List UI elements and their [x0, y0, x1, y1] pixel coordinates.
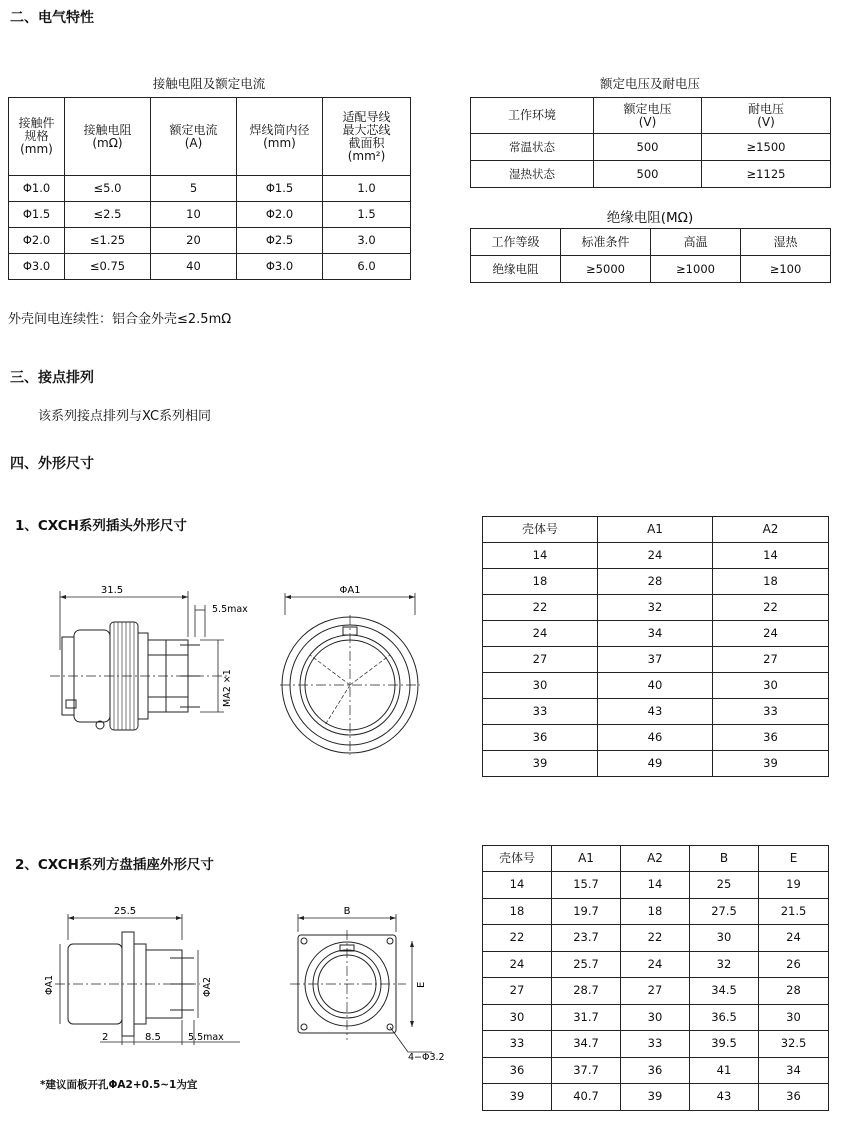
- table-cell: 39.5: [690, 1031, 759, 1058]
- table-cell: 18: [621, 898, 690, 925]
- table-header-cell: 接触电阻 (mΩ): [65, 98, 151, 176]
- contact-arrangement-text: 该系列接点排列与XC系列相同: [38, 409, 212, 424]
- table-row: [9, 228, 411, 254]
- table-row: [483, 699, 829, 725]
- table-cell: Φ2.5: [237, 228, 323, 254]
- section-title-contact-arrangement: 三、接点排列: [10, 370, 94, 386]
- table-cell: Φ1.5: [237, 176, 323, 202]
- table-cell: 5: [151, 176, 237, 202]
- table-cell: 湿热状态: [471, 161, 594, 188]
- table-cell: 24: [759, 925, 829, 952]
- table-header-cell: 壳体号: [483, 846, 552, 872]
- table-cell: Φ2.0: [9, 228, 65, 254]
- table-row: [471, 134, 831, 161]
- table-header-row: [483, 846, 829, 872]
- table-cell: 30: [713, 673, 829, 699]
- table-cell: ≤2.5: [65, 202, 151, 228]
- table-header-cell: 高温: [651, 229, 741, 256]
- table-cell: ≥1000: [651, 256, 741, 283]
- table-cell: ≤1.25: [65, 228, 151, 254]
- table-cell: 36: [713, 725, 829, 751]
- table-cell: Φ2.0: [237, 202, 323, 228]
- table-cell: 14: [621, 872, 690, 899]
- table-cell: 30: [483, 1004, 552, 1031]
- table-cell: 49: [598, 751, 713, 777]
- table-header-cell: 工作等级: [471, 229, 561, 256]
- table-header-cell: A1: [598, 517, 713, 543]
- table-cell: 39: [483, 1084, 552, 1111]
- table-cell: 24: [713, 621, 829, 647]
- table-row: [9, 176, 411, 202]
- table-cell: 23.7: [552, 925, 621, 952]
- table-cell: 28.7: [552, 978, 621, 1005]
- socket-dim-8-5: 8.5: [145, 1032, 161, 1043]
- table-cell: 33: [713, 699, 829, 725]
- table-cell: 34.5: [690, 978, 759, 1005]
- table-cell: 20: [151, 228, 237, 254]
- table-cell: 21.5: [759, 898, 829, 925]
- socket-drawing: [40, 900, 460, 1075]
- table-cell: 27: [483, 647, 598, 673]
- table-cell: 18: [713, 569, 829, 595]
- table-cell: 3.0: [323, 228, 411, 254]
- table-cell: 41: [690, 1057, 759, 1084]
- table-cell: 24: [483, 951, 552, 978]
- insulation-table: [470, 228, 831, 283]
- table-cell: 34: [598, 621, 713, 647]
- table-cell: 22: [483, 925, 552, 952]
- table-cell: ≤5.0: [65, 176, 151, 202]
- table-cell: 6.0: [323, 254, 411, 280]
- table-cell: 绝缘电阻: [471, 256, 561, 283]
- table-cell: 39: [483, 751, 598, 777]
- socket-dim-max: 5.5max: [188, 1032, 224, 1043]
- table-cell: 36: [483, 725, 598, 751]
- table-cell: 37: [598, 647, 713, 673]
- table-header-row: [471, 98, 831, 134]
- table-header-row: [483, 517, 829, 543]
- table-row: [483, 872, 829, 899]
- table-header-cell: 焊线筒内径 (mm): [237, 98, 323, 176]
- table-cell: 1.0: [323, 176, 411, 202]
- table-cell: 46: [598, 725, 713, 751]
- table-cell: 43: [598, 699, 713, 725]
- table-header-cell: 壳体号: [483, 517, 598, 543]
- table-cell: 34: [759, 1057, 829, 1084]
- plug-dim-ma2: MA2 ×1: [222, 669, 233, 707]
- table-cell: 常温状态: [471, 134, 594, 161]
- insulation-table-caption: 绝缘电阻(MΩ): [606, 210, 694, 226]
- plug-dim-length: 31.5: [100, 585, 124, 596]
- socket-dim-phi-a2: ΦA2: [202, 976, 213, 997]
- table-row: [483, 978, 829, 1005]
- table-cell: 24: [483, 621, 598, 647]
- table-row: [471, 256, 831, 283]
- table-cell: 22: [713, 595, 829, 621]
- table-cell: 28: [759, 978, 829, 1005]
- table-cell: 39: [621, 1084, 690, 1111]
- table-cell: 40: [151, 254, 237, 280]
- contact-resistance-table: [8, 97, 411, 280]
- table-cell: 27: [483, 978, 552, 1005]
- plug-dimension-table: [482, 516, 829, 777]
- table-row: [9, 254, 411, 280]
- table-cell: 27: [713, 647, 829, 673]
- table-cell: 36: [483, 1057, 552, 1084]
- socket-outline-title: 2、CXCH系列方盘插座外形尺寸: [15, 857, 214, 873]
- table-cell: 43: [690, 1084, 759, 1111]
- table-cell: 19: [759, 872, 829, 899]
- table-cell: Φ3.0: [237, 254, 323, 280]
- table-header-cell: A2: [713, 517, 829, 543]
- table-row: [483, 569, 829, 595]
- table-header-cell: A1: [552, 846, 621, 872]
- table-cell: 14: [483, 872, 552, 899]
- table-cell: 24: [621, 951, 690, 978]
- table-cell: 18: [483, 569, 598, 595]
- shell-continuity-text: 外壳间电连续性：铝合金外壳≤2.5mΩ: [8, 312, 232, 327]
- table-cell: 26: [759, 951, 829, 978]
- table-cell: 14: [483, 543, 598, 569]
- table-cell: 25.7: [552, 951, 621, 978]
- table-cell: Φ3.0: [9, 254, 65, 280]
- table-cell: ≥100: [741, 256, 831, 283]
- table-header-cell: 额定电压 (V): [594, 98, 702, 134]
- table-cell: 1.5: [323, 202, 411, 228]
- table-cell: 40: [598, 673, 713, 699]
- voltage-table: [470, 97, 831, 188]
- table-header-row: [471, 229, 831, 256]
- table-cell: 39: [713, 751, 829, 777]
- table-row: [483, 1031, 829, 1058]
- section-title-electrical: 二、电气特性: [10, 10, 94, 26]
- table-cell: 27: [621, 978, 690, 1005]
- socket-dim-length: 25.5: [113, 906, 137, 917]
- table-cell: 30: [483, 673, 598, 699]
- table-header-cell: 接触件 规格 (mm): [9, 98, 65, 176]
- table-row: [483, 1004, 829, 1031]
- table-cell: 14: [713, 543, 829, 569]
- table-cell: Φ1.5: [9, 202, 65, 228]
- table-cell: 15.7: [552, 872, 621, 899]
- table-cell: 28: [598, 569, 713, 595]
- table-cell: 24: [598, 543, 713, 569]
- contact-table-caption: 接触电阻及额定电流: [152, 76, 266, 91]
- table-cell: ≥1500: [702, 134, 831, 161]
- table-row: [483, 1084, 829, 1111]
- table-row: [483, 751, 829, 777]
- table-cell: 33: [483, 1031, 552, 1058]
- table-cell: 22: [621, 925, 690, 952]
- socket-dim-holes: 4−Φ3.2: [408, 1052, 445, 1063]
- table-cell: 27.5: [690, 898, 759, 925]
- table-row: [483, 951, 829, 978]
- table-cell: 36.5: [690, 1004, 759, 1031]
- table-row: [471, 161, 831, 188]
- table-header-cell: 适配导线 最大芯线 截面积 (mm²): [323, 98, 411, 176]
- table-cell: 32.5: [759, 1031, 829, 1058]
- table-cell: 32: [598, 595, 713, 621]
- table-cell: 40.7: [552, 1084, 621, 1111]
- table-cell: ≤0.75: [65, 254, 151, 280]
- table-row: [483, 898, 829, 925]
- table-cell: 36: [759, 1084, 829, 1111]
- plug-dim-phi-a1: ΦA1: [339, 585, 361, 596]
- table-header-row: [9, 98, 411, 176]
- table-row: [9, 202, 411, 228]
- table-cell: 25: [690, 872, 759, 899]
- section-title-outline: 四、外形尺寸: [10, 456, 94, 472]
- table-cell: 33: [621, 1031, 690, 1058]
- table-header-cell: 工作环境: [471, 98, 594, 134]
- table-cell: 22: [483, 595, 598, 621]
- table-cell: 31.7: [552, 1004, 621, 1031]
- table-header-cell: A2: [621, 846, 690, 872]
- socket-dim-phi-a1: ΦA1: [44, 974, 55, 995]
- voltage-table-caption: 额定电压及耐电压: [599, 76, 700, 91]
- plug-drawing: [40, 575, 440, 765]
- table-header-cell: 耐电压 (V): [702, 98, 831, 134]
- socket-dimension-table: [482, 845, 829, 1111]
- socket-note: *建议面板开孔ΦA2+0.5~1为宜: [40, 1079, 198, 1091]
- table-cell: 30: [759, 1004, 829, 1031]
- table-row: [483, 925, 829, 952]
- table-row: [483, 673, 829, 699]
- table-cell: 36: [621, 1057, 690, 1084]
- table-header-cell: E: [759, 846, 829, 872]
- table-cell: Φ1.0: [9, 176, 65, 202]
- table-cell: 33: [483, 699, 598, 725]
- table-row: [483, 543, 829, 569]
- table-cell: 37.7: [552, 1057, 621, 1084]
- table-cell: 500: [594, 161, 702, 188]
- table-cell: 32: [690, 951, 759, 978]
- table-cell: 34.7: [552, 1031, 621, 1058]
- table-header-cell: 标准条件: [561, 229, 651, 256]
- table-header-cell: 湿热: [741, 229, 831, 256]
- table-cell: ≥5000: [561, 256, 651, 283]
- table-header-cell: 额定电流 (A): [151, 98, 237, 176]
- table-row: [483, 725, 829, 751]
- table-cell: 18: [483, 898, 552, 925]
- table-row: [483, 595, 829, 621]
- table-header-cell: B: [690, 846, 759, 872]
- table-cell: 19.7: [552, 898, 621, 925]
- socket-dim-b: B: [343, 906, 351, 917]
- table-cell: 30: [690, 925, 759, 952]
- socket-dim-e: E: [416, 981, 427, 988]
- table-cell: 10: [151, 202, 237, 228]
- table-row: [483, 647, 829, 673]
- table-row: [483, 1057, 829, 1084]
- table-cell: 500: [594, 134, 702, 161]
- plug-dim-max: 5.5max: [212, 604, 248, 615]
- table-row: [483, 621, 829, 647]
- table-cell: ≥1125: [702, 161, 831, 188]
- table-cell: 30: [621, 1004, 690, 1031]
- socket-dim-2: 2: [102, 1032, 109, 1043]
- plug-outline-title: 1、CXCH系列插头外形尺寸: [15, 518, 187, 534]
